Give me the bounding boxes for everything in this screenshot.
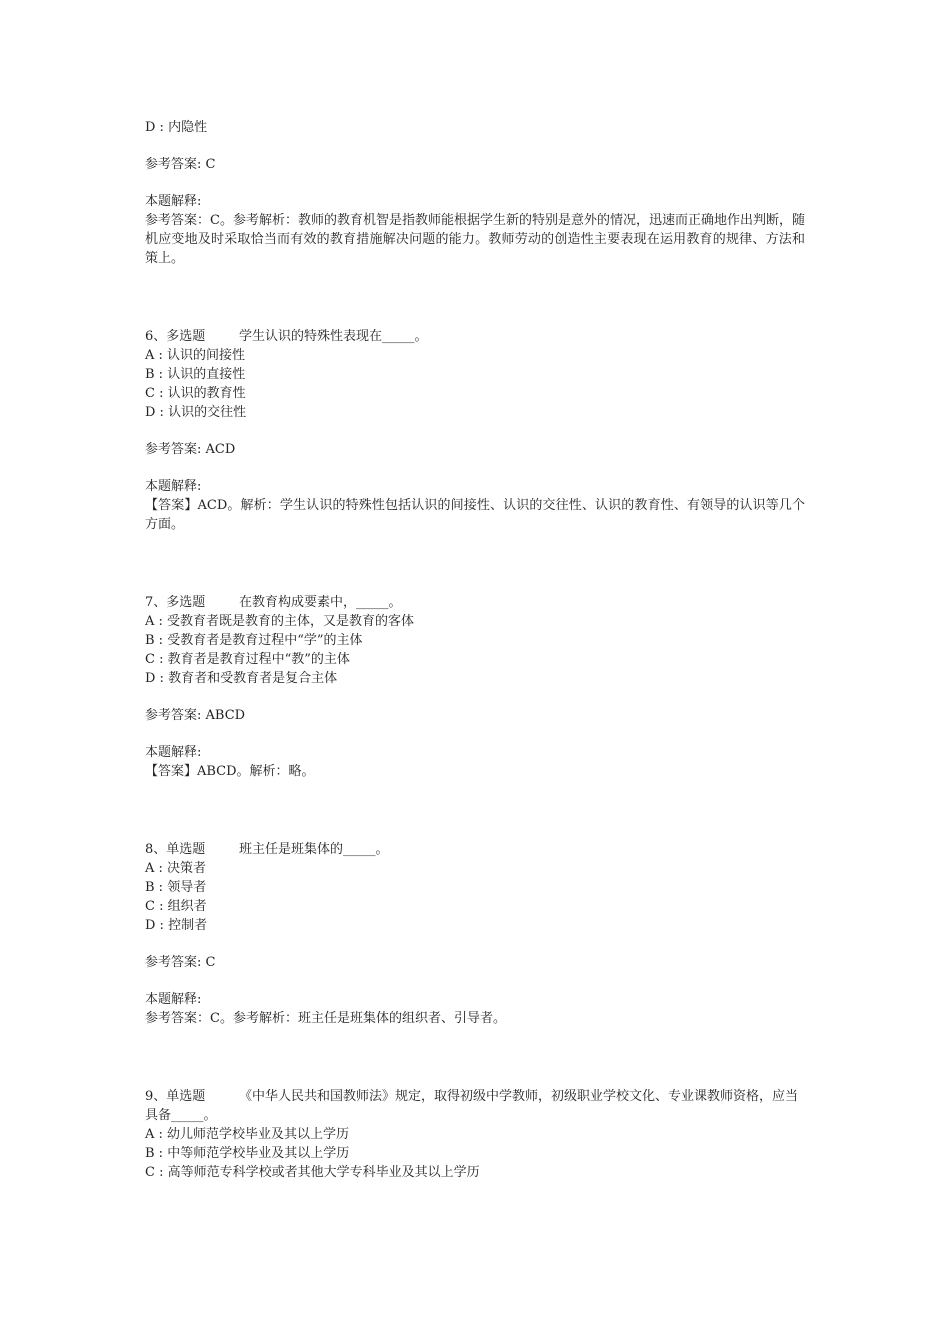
option-b: B : 认识的直接性: [145, 367, 246, 382]
explanation-text: 参考答案：C。参考解析：教师的教育机智是指教师能根据学生新的特别是意外的情况，迅速而正确地作出判断，随机应变地及时采取恰当而有效的教育措施解决问题的能力。教师劳动的创造性主要表现在运用教育的规律、方法和策上。: [145, 213, 805, 266]
question-stem: 在教育构成要素中，_____。: [239, 595, 402, 610]
question-number-type: 9、单选题: [145, 1089, 206, 1104]
reference-answer: 参考答案: ACD: [145, 442, 236, 457]
question-stem: 《中华人民共和国教师法》规定，取得初级中学教师，初级职业学校文化、专业课教师资格，应当具备_____。: [145, 1089, 799, 1123]
option-c: C : 教育者是教育过程中“教”的主体: [145, 652, 350, 667]
explanation-label: 本题解释:: [145, 745, 202, 760]
option-d: D : 认识的交往性: [145, 405, 247, 420]
explanation-text: 【答案】ACD。解析：学生认识的特殊性包括认识的间接性、认识的交往性、认识的教育性、有领导的认识等几个方面。: [145, 498, 805, 532]
option-a: A : 幼儿师范学校毕业及其以上学历: [145, 1127, 350, 1142]
question-8-header: [145, 840, 805, 859]
reference-answer: 参考答案: C: [145, 955, 216, 970]
explanation-text: 参考答案：C。参考解析：班主任是班集体的组织者、引导者。: [145, 1011, 506, 1026]
option-d: D : 控制者: [145, 918, 208, 933]
option-c: C : 认识的教育性: [145, 386, 246, 401]
question-9-header: [145, 1087, 805, 1125]
option-d: D : 内隐性: [145, 120, 208, 135]
option-a: A : 受教育者既是教育的主体，又是教育的客体: [145, 614, 415, 629]
explanation-text: 【答案】ABCD。解析：略。: [145, 764, 315, 779]
reference-answer: 参考答案: C: [145, 157, 216, 172]
explanation-label: 本题解释:: [145, 479, 202, 494]
option-d: D : 教育者和受教育者是复合主体: [145, 671, 338, 686]
option-c: C : 组织者: [145, 899, 207, 914]
option-b: B : 受教育者是教育过程中“学”的主体: [145, 633, 363, 648]
question-6-header: [145, 327, 805, 346]
document-page: [145, 118, 805, 1182]
reference-answer: 参考答案: ABCD: [145, 708, 246, 723]
option-a: A : 认识的间接性: [145, 348, 246, 363]
explanation-label: 本题解释:: [145, 194, 202, 209]
question-number-type: 8、单选题: [145, 842, 206, 857]
explanation-label: 本题解释:: [145, 992, 202, 1007]
question-number-type: 7、多选题: [145, 595, 206, 610]
option-b: B : 中等师范学校毕业及其以上学历: [145, 1146, 350, 1161]
option-b: B : 领导者: [145, 880, 207, 895]
option-c: C : 高等师范专科学校或者其他大学专科毕业及其以上学历: [145, 1165, 480, 1180]
option-a: A : 决策者: [145, 861, 207, 876]
question-stem: 学生认识的特殊性表现在_____。: [239, 329, 428, 344]
question-stem: 班主任是班集体的_____。: [239, 842, 389, 857]
question-7-header: [145, 593, 805, 612]
question-number-type: 6、多选题: [145, 329, 206, 344]
